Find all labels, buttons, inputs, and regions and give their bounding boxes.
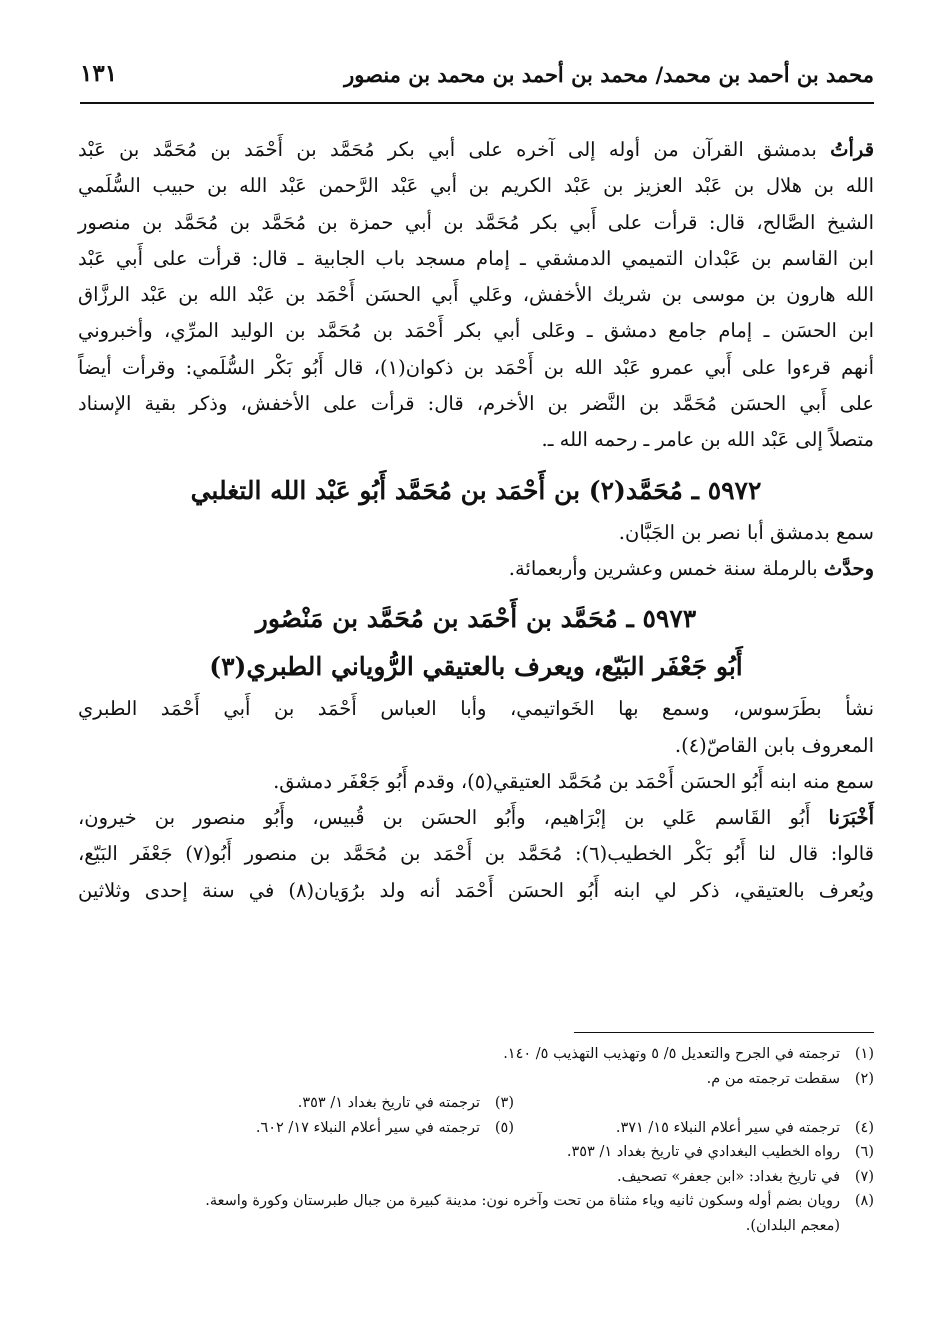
text-line: قالوا: قال لنا أَبُو بَكْر الخطيب(٦): مُحَمَّد بن أَحْمَد بن مُحَمَّد بن منصور أَبُو(٧) جَعْفَر البَيّع، [78, 842, 875, 866]
text-line: على أَبي الحسَن مُحَمَّد بن النَّضر بن الأخرم، قال: قرأت على الأخفش، وذكر بقية الإسناد [78, 392, 874, 416]
footnote: (٧)في تاريخ بغداد: «ابن جعفر» تصحيف. [616, 1168, 874, 1185]
footnote-rule [574, 1032, 874, 1033]
text-line: نشأ بطَرَسوس، وسمع بها الخَواتيمي، وأبا العباس أَحْمَد بن أَبي أَحْمَد الطبري [78, 697, 874, 721]
entry-heading-5972: ٥٩٧٢ ـ مُحَمَّد(٢) بن أَحْمَد بن مُحَمَّد أَبُو عَبْد الله التغلبي [190, 475, 762, 505]
text-line: ابن الحسَن ـ إمام جامع دمشق ـ وعَلى أبي بكر أَحْمَد بن مُحَمَّد بن الوليد المرِّي، وأخبروني [78, 319, 874, 343]
text-line: قرأتُ بدمشق القرآن من أوله إلى آخره على أبي بكر مُحَمَّد بن أَحْمَد بن مُحَمَّد بن عَبْد [78, 138, 875, 161]
footnote-continuation: (معجم البلدان). [745, 1217, 840, 1234]
header-rule [80, 102, 874, 104]
text-line: الله بن هلال بن عَبْد العزيز بن عَبْد الكريم بن أبي عَبْد الرَّحمن عَبْد الله بن حبيب السُّلَمي [78, 174, 874, 198]
footnote: (٥)ترجمته في سير أعلام النبلاء ١٧/ ٦٠٢. [255, 1119, 514, 1136]
footnote: (٨)رويان بضم أوله وسكون ثانيه وياء مثناة من تحت وآخره نون: مدينة كبيرة من جبال طبرستان وكورة واسعة. [205, 1193, 874, 1209]
page-number: ١٣١ [80, 60, 118, 87]
footnote: (٢)سقطت ترجمته من م. [706, 1070, 874, 1087]
text-line: ابن القاسم بن عَبْدان التميمي الدمشقي ـ إمام مسجد باب الجابية ـ قال: قرأت على أَبي عَبْد [78, 246, 874, 270]
running-title: محمد بن أحمد بن محمد/ محمد بن أحمد بن محمد بن منصور [344, 62, 874, 87]
text-line: متصلاً إلى عَبْد الله بن عامر ـ رحمه الله ـ. [541, 428, 874, 452]
footnote: (٦)رواه الخطيب البغدادي في تاريخ بغداد ١/ ٣٥٣. [566, 1144, 874, 1160]
lead-word: أَخْبَرَنا [828, 806, 874, 830]
lead-word: قرأتُ [830, 138, 875, 161]
text-line: وحدَّث بالرملة سنة خمس وعشرين وأربعمائة. [508, 556, 874, 580]
footnote: (٤)ترجمته في سير أعلام النبلاء ١٥/ ٣٧١. [615, 1119, 874, 1136]
footnote [840, 1095, 874, 1111]
text-line: سمع بدمشق أبا نصر بن الجَبَّان. [618, 520, 874, 544]
page-header [80, 58, 874, 96]
footnote: (٣)ترجمته في تاريخ بغداد ١/ ٣٥٣. [297, 1095, 514, 1111]
text-line: الله هارون بن موسى بن شريك الأخفش، وعَلي أَبي الحسَن أَحْمَد بن عَبْد الله بن عَبْد الرزَّاق [78, 283, 874, 307]
text-line: سمع منه ابنه أَبُو الحسَن أَحْمَد بن مُحَمَّد العتيقي(٥)، وقدم أَبُو جَعْفَر دمشق. [273, 769, 874, 793]
text-line: أنهم قرءوا على أَبي عمرو عَبْد الله بن أَحْمَد بن ذكوان(١)، قال أَبُو بَكْر السُّلَمي: وقرأت أيضاً [78, 355, 874, 379]
footnote: (١)ترجمته في الجرح والتعديل ٥/ ٥ وتهذيب التهذيب ٥/ ١٤٠. [503, 1046, 874, 1062]
entry-heading-5973: ٥٩٧٣ ـ مُحَمَّد بن أَحْمَد بن مُحَمَّد بن مَنْصُور [255, 604, 697, 634]
footnotes [78, 1042, 874, 1238]
lead-word: وحدَّث [823, 556, 874, 580]
text-line: الشيخ الصَّالح، قال: قرأت على أَبي بكر مُحَمَّد بن أبي حمزة بن مُحَمَّد بن مُحَمَّد بن منصور [78, 210, 874, 234]
footnote-pair [78, 1091, 874, 1116]
text-line: أَخْبَرَنا أَبُو القَاسم عَلي بن إبْرَاهيم، وأَبُو الحسَن بن قُبيس، وأَبُو منصور بن خيرون، [78, 806, 874, 830]
text-line: المعروف بابن القاصّ(٤). [674, 733, 874, 757]
text-line: ويُعرف بالعتيقي، ذكر لي ابنه أَبُو الحسَن أَحْمَد أنه ولد برُوَيان(٨) في سنة إحدى وثلاثين [78, 878, 875, 902]
main-text [78, 132, 874, 909]
footnote-pair [78, 1116, 874, 1141]
entry-subheading-5973: أَبُو جَعْفَر البَيّع، ويعرف بالعتيقي الرُّوياني الطبري(٣) [209, 652, 743, 682]
